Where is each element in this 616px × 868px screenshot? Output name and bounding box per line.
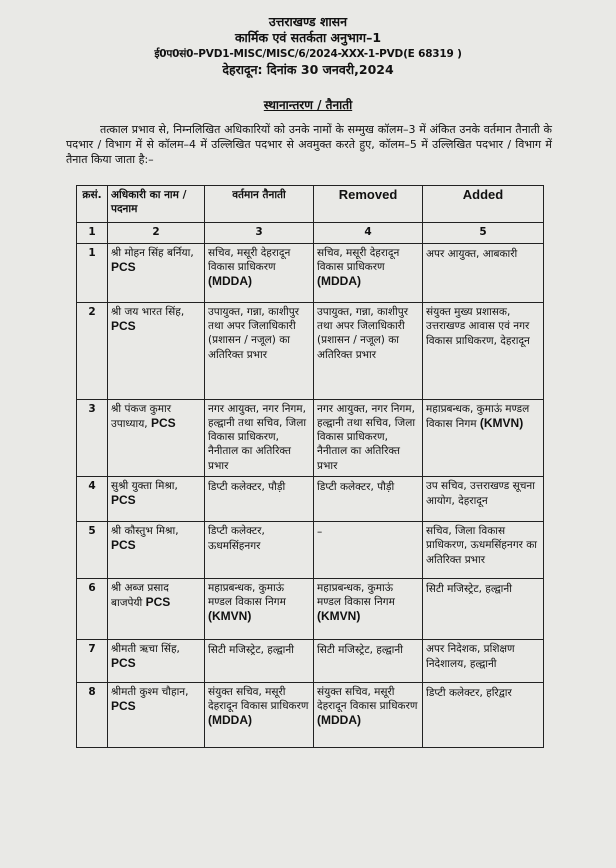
table-row [77,579,544,640]
intro-paragraph: तत्काल प्रभाव से, निम्नलिखित अधिकारियों को उनके नामों के सम्मुख कॉलम–3 में अंकित उनके वर्तमान तैनाती के पदभार / विभाग में से कॉलम–4 में उल्लिखित पदभार से अवमुक्त करते हुए, कॉलम–5 में उल्लिखित पदभार / विभाग में तैनात किया जाता है:– [66,123,552,166]
row-serial-sn-text: 3 [88,403,96,415]
row-removed [314,640,423,683]
row-added-added-en-text: (KMVN) [479,416,524,430]
row-officer-name-text: श्री कौस्तुभ मिश्रा, [111,525,179,537]
row-added-added-text: अपर निदेशक, प्रशिक्षण निदेशालय, हल्द्वानी [426,643,515,670]
row-current-posting [205,400,314,477]
row-serial [77,640,108,683]
row-removed-removed-text: संयुक्त सचिव, मसूरी देहरादून विकास प्राधिकरण [317,686,418,712]
row-officer-name-text: श्री अब्ज प्रसाद बाजपेयी [111,582,169,609]
row-officer-name-text: सुश्री युक्ता मिश्रा, [111,480,178,492]
row-serial [77,244,108,303]
row-officer [108,683,205,748]
row-current-posting-current-en-text: (MDDA) [208,713,252,727]
row-officer-post-text: PCS [111,656,136,670]
table-row [77,640,544,683]
row-serial [77,683,108,748]
row-current-posting-current-text: उपायुक्त, गन्ना, काशीपुर तथा अपर जिलाधिकारी (प्रशासन / नजूल) का अतिरिक्त प्रभार [208,306,300,361]
row-serial-sn-text: 5 [88,525,96,537]
header-added: Added [423,186,544,223]
row-removed-removed-text: सचिव, मसूरी देहरादून विकास प्राधिकरण [317,247,400,273]
row-officer-name-text: श्रीमती कुश्म चौहान, [111,686,189,698]
row-removed [314,522,423,579]
column-number: 2 [108,223,205,244]
header-serial: क्रसं. [77,186,108,223]
row-added-added-text: सचिव, जिला विकास प्राधिकरण, ऊधमसिंहनगर का अतिरिक्त प्रभार [426,525,538,566]
row-removed-removed-text: डिप्टी कलेक्टर, पौड़ी [317,481,395,493]
row-officer-post-text: PCS [150,416,176,430]
row-officer [108,400,205,477]
row-added [423,303,544,400]
row-serial-sn-text: 6 [88,582,96,594]
column-number: 5 [423,223,544,244]
row-added-added-text: महाप्रबन्धक, कुमाऊं मण्डल विकास निगम [426,403,530,430]
row-current-posting-current-text: महाप्रबन्धक, कुमाऊं मण्डल विकास निगम [208,582,286,608]
row-removed-removed-text: सिटी मजिस्ट्रेट, हल्द्वानी [317,644,403,656]
row-serial [77,522,108,579]
row-officer [108,477,205,522]
row-removed-removed-en-text: (MDDA) [317,274,361,288]
row-officer [108,640,205,683]
row-current-posting [205,477,314,522]
row-current-posting [205,303,314,400]
header-date: देहरादून: दिनांक 30 जनवरी,2024 [222,62,394,77]
row-officer-post-text: PCS [111,319,136,333]
row-added [423,683,544,748]
row-removed-removed-en-text: (MDDA) [317,713,361,727]
header-department: कार्मिक एवं सतर्कता अनुभाग–1 [234,30,382,45]
row-removed [314,579,423,640]
row-officer [108,303,205,400]
table-row [77,522,544,579]
row-officer [108,579,205,640]
row-officer [108,522,205,579]
table-row [77,400,544,477]
row-added [423,400,544,477]
row-added-added-text: सिटी मजिस्ट्रेट, हल्द्वानी [426,583,512,595]
row-current-posting-current-en-text: (MDDA) [208,274,252,288]
row-officer-post-text: PCS [145,595,171,609]
row-current-posting-current-text: नगर आयुक्त, नगर निगम, हल्द्वानी तथा सचिव, जिला विकास प्राधिकरण, नैनीताल का अतिरिक्त प्रभार [208,403,307,472]
row-current-posting [205,244,314,303]
row-serial [77,400,108,477]
column-number: 1 [77,223,108,244]
table-row [77,477,544,522]
row-removed [314,683,423,748]
table-header-row [77,186,544,223]
row-serial-sn-text: 8 [88,686,96,698]
table-row [77,683,544,748]
row-removed [314,303,423,400]
column-number: 3 [205,223,314,244]
row-removed-removed-text: नगर आयुक्त, नगर निगम, हल्द्वानी तथा सचिव, जिला विकास प्राधिकरण, नैनीताल का अतिरिक्त प्रभार [317,403,416,472]
header-government: उत्तराखण्ड शासन [268,14,348,29]
document-header [0,14,616,78]
row-officer [108,244,205,303]
row-removed-removed-text: महाप्रबन्धक, कुमाऊं मण्डल विकास निगम [317,582,395,608]
row-officer-name-text: श्री जय भारत सिंह, [111,306,185,318]
row-added-added-text: डिप्टी कलेक्टर, हरिद्वार [426,687,512,699]
column-number: 4 [314,223,423,244]
row-added [423,640,544,683]
row-serial-sn-text: 1 [88,247,96,259]
row-current-posting-current-en-text: (KMVN) [208,609,252,623]
row-added [423,244,544,303]
row-officer-name-text: श्री मोहन सिंह बर्निया, [111,247,194,259]
header-removed: Removed [314,186,423,223]
subject-heading: स्थानान्तरण / तैनाती [263,98,353,112]
row-serial [77,303,108,400]
row-officer-post-text: PCS [111,493,136,507]
row-current-posting-current-text: संयुक्त सचिव, मसूरी देहरादून विकास प्राधिकरण [208,686,309,712]
table-row [77,244,544,303]
row-removed [314,477,423,522]
header-officer: अधिकारी का नाम / पदनाम [108,186,205,223]
row-current-posting-current-text: डिप्टी कलेक्टर, ऊधमसिंहनगर [208,525,265,552]
row-serial-sn-text: 2 [88,306,96,318]
row-current-posting [205,522,314,579]
column-number-row [77,223,544,244]
row-serial [77,579,108,640]
row-added [423,522,544,579]
row-removed-removed-text: उपायुक्त, गन्ना, काशीपुर तथा अपर जिलाधिकारी (प्रशासन / नजूल) का अतिरिक्त प्रभार [317,306,409,361]
row-officer-post-text: PCS [111,260,136,274]
row-current-posting-current-text: डिप्टी कलेक्टर, पौड़ी [208,481,286,493]
row-officer-post-text: PCS [111,538,136,552]
row-officer-name-text: श्रीमती ऋचा सिंह, [111,643,180,655]
row-serial-sn-text: 7 [88,643,96,655]
header-file-number: ई0प0सं0–PVD1-MISC/MISC/6/2024-XXX-1-PVD(E 68319 ) [154,48,462,60]
row-removed-removed-text: – [317,526,323,538]
row-removed-removed-en-text: (KMVN) [317,609,361,623]
row-removed [314,400,423,477]
table-row [77,303,544,400]
row-officer-post-text: PCS [111,699,136,713]
row-serial-sn-text: 4 [88,480,96,492]
row-current-posting [205,683,314,748]
row-added [423,477,544,522]
row-current-posting [205,640,314,683]
row-added [423,579,544,640]
row-added-added-text: संयुक्त मुख्य प्रशासक, उत्तराखण्ड आवास एवं नगर विकास प्राधिकरण, देहरादून [426,306,530,347]
header-current-posting: वर्तमान तैनाती [205,186,314,223]
row-current-posting-current-text: सिटी मजिस्ट्रेट, हल्द्वानी [208,644,294,656]
row-officer-name-text: श्री पंकज कुमार उपाध्याय, [111,403,172,430]
row-added-added-text: उप सचिव, उत्तराखण्ड सूचना आयोग, देहरादून [426,480,535,507]
transfer-table [76,185,544,748]
row-current-posting-current-text: सचिव, मसूरी देहरादून विकास प्राधिकरण [208,247,291,273]
row-added-added-text: अपर आयुक्त, आबकारी [426,248,518,260]
row-removed [314,244,423,303]
row-serial [77,477,108,522]
row-current-posting [205,579,314,640]
